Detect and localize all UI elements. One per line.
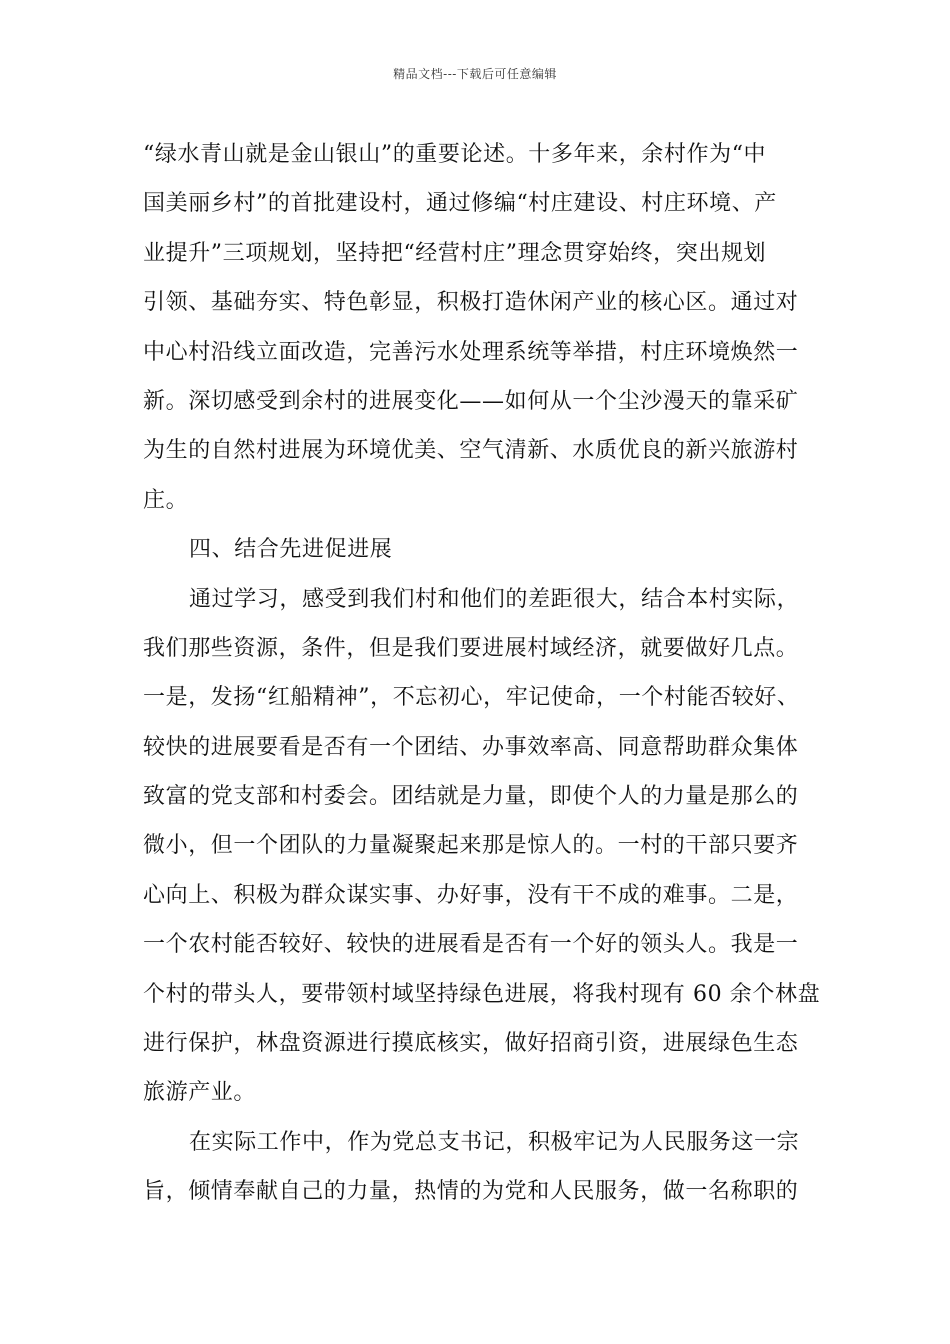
text-line: 为生的自然村进展为环境优美、空气清新、水质优良的新兴旅游村 (143, 438, 799, 464)
text-line: 致富的党支部和村委会。团结就是力量，即使个人的力量是那么的 (143, 784, 799, 810)
text-line: 在实际工作中，作为党总支书记，积极牢记为人民服务这一宗 (189, 1129, 800, 1155)
text-line: 个村的带头人，要带领村域坚持绿色进展，将我村现有 60 余个林盘 (143, 981, 821, 1007)
text-line: 业提升”三项规划，坚持把“经营村庄”理念贯穿始终，突出规划 (143, 240, 767, 266)
text-line: 旨，倾情奉献自己的力量，热情的为党和人民服务，做一名称职的 (143, 1179, 799, 1205)
document-body (143, 130, 833, 1217)
text-line: 引领、基础夯实、特色彰显，积极打造休闲产业的核心区。通过对 (143, 290, 799, 316)
text-line: 一个农村能否较好、较快的进展看是否有一个好的领头人。我是一 (143, 932, 799, 958)
text-line: 庄。 (143, 487, 189, 513)
section-heading: 四、结合先进促进展 (189, 537, 393, 563)
text-line: 微小，但一个团队的力量凝聚起来那是惊人的。一村的干部只要齐 (143, 833, 799, 859)
text-line: 一是，发扬“红船精神”，不忘初心，牢记使命，一个村能否较好、 (143, 685, 800, 711)
text-line: 国美丽乡村”的首批建设村，通过修编“村庄建设、村庄环境、产 (143, 191, 777, 217)
text-line: 中心村沿线立面改造，完善污水处理系统等举措，村庄环境焕然一 (143, 339, 799, 365)
text-line: 我们那些资源，条件，但是我们要进展村域经济，就要做好几点。 (143, 635, 799, 661)
text-line: 心向上、积极为群众谋实事、办好事，没有干不成的难事。二是， (143, 882, 799, 908)
text-line: 通过学习，感受到我们村和他们的差距很大，结合本村实际， (189, 586, 800, 612)
text-line: 新。深切感受到余村的进展变化——如何从一个尘沙漫天的靠采矿 (143, 388, 799, 414)
text-line: “绿水青山就是金山银山”的重要论述。十多年来，余村作为“中 (143, 142, 767, 167)
text-line: 较快的进展要看是否有一个团结、办事效率高、同意帮助群众集体 (143, 734, 799, 760)
page-header: 精品文档---下载后可任意编辑 (393, 67, 557, 81)
text-line: 旅游产业。 (143, 1080, 257, 1106)
text-line: 进行保护，林盘资源进行摸底核实，做好招商引资，进展绿色生态 (143, 1031, 799, 1057)
